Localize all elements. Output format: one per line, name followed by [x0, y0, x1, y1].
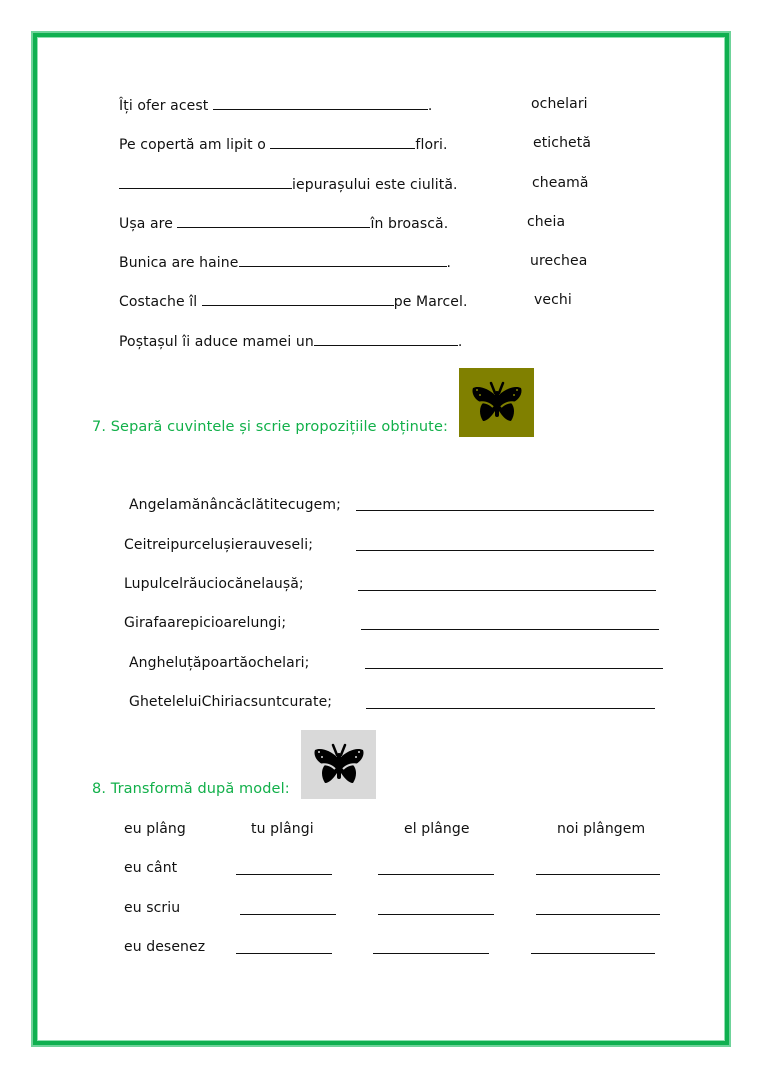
- sentence-text: Costache îl: [119, 294, 202, 310]
- sentence-text: pe Marcel.: [393, 294, 468, 310]
- answer-line[interactable]: [358, 590, 656, 591]
- scrambled-sentence: Lupulcelrăuciocănelaușă;: [124, 576, 304, 592]
- answer-blank[interactable]: [239, 252, 447, 267]
- scrambled-sentence: Ceitreipurcelușierauveseli;: [124, 537, 314, 553]
- fill-in-sentence: [119, 95, 432, 115]
- fill-in-sentence: [119, 331, 462, 351]
- sentence-text: Poștașul îi aduce mamei un: [119, 334, 314, 350]
- sentence-text: Ușa are: [119, 216, 178, 232]
- butterfly-icon: [471, 381, 523, 425]
- fill-in-sentence: [119, 252, 451, 272]
- model-form: noi plângem: [557, 821, 646, 837]
- verb-row-label: eu scriu: [124, 900, 181, 916]
- exercise-7-title: 7. Separă cuvintele și scrie propozițiile obținute:: [92, 419, 448, 435]
- sentence-text: .: [427, 98, 433, 114]
- fill-in-sentence: [119, 174, 458, 194]
- sentence-text: Îți ofer acest: [119, 98, 213, 114]
- sentence-text: .: [446, 255, 452, 271]
- model-form: eu plâng: [124, 821, 186, 837]
- answer-line[interactable]: [365, 668, 663, 669]
- answer-line[interactable]: [536, 874, 660, 875]
- verb-row-label: eu cânt: [124, 860, 178, 876]
- answer-line[interactable]: [356, 510, 654, 511]
- answer-line[interactable]: [356, 550, 654, 551]
- answer-blank[interactable]: [119, 174, 292, 189]
- answer-line[interactable]: [361, 629, 659, 630]
- scrambled-sentence: GheteleluiChiriacsuntcurate;: [129, 694, 333, 710]
- fill-in-sentence: [119, 213, 448, 233]
- word-bank-item: urechea: [530, 253, 588, 269]
- sentence-text: .: [457, 334, 463, 350]
- word-bank-item: vechi: [534, 292, 572, 308]
- answer-line[interactable]: [378, 874, 494, 875]
- sentence-text: flori.: [415, 137, 448, 153]
- model-form: tu plângi: [251, 821, 314, 837]
- exercise-8-illustration: [301, 730, 376, 799]
- sentence-text: Pe copertă am lipit o: [119, 137, 271, 153]
- fill-in-sentence: [119, 291, 468, 311]
- answer-line[interactable]: [531, 953, 655, 954]
- word-bank-item: cheamă: [532, 175, 589, 191]
- answer-blank[interactable]: [314, 331, 458, 346]
- fill-in-sentence: [119, 134, 448, 154]
- answer-blank[interactable]: [202, 291, 394, 306]
- model-form: el plânge: [404, 821, 470, 837]
- butterfly-icon: [313, 743, 365, 787]
- answer-line[interactable]: [373, 953, 489, 954]
- answer-line[interactable]: [236, 953, 332, 954]
- answer-blank[interactable]: [213, 95, 428, 110]
- sentence-text: în broască.: [370, 216, 449, 232]
- word-bank-item: ochelari: [531, 96, 588, 112]
- answer-line[interactable]: [366, 708, 655, 709]
- answer-blank[interactable]: [270, 134, 415, 149]
- scrambled-sentence: Angelamănâncăclătitecugem;: [129, 497, 341, 513]
- answer-blank[interactable]: [177, 213, 370, 228]
- answer-line[interactable]: [536, 914, 660, 915]
- exercise-7-illustration: [459, 368, 534, 437]
- answer-line[interactable]: [240, 914, 336, 915]
- scrambled-sentence: Angheluțăpoartăochelari;: [129, 655, 310, 671]
- word-bank-item: etichetă: [533, 135, 592, 151]
- sentence-text: iepurașului este ciulită.: [292, 177, 458, 193]
- answer-line[interactable]: [378, 914, 494, 915]
- verb-row-label: eu desenez: [124, 939, 206, 955]
- sentence-text: Bunica are haine: [119, 255, 239, 271]
- word-bank-item: cheia: [527, 214, 566, 230]
- answer-line[interactable]: [236, 874, 332, 875]
- scrambled-sentence: Girafaarepicioarelungi;: [124, 615, 287, 631]
- exercise-8-title: 8. Transformă după model:: [92, 781, 290, 797]
